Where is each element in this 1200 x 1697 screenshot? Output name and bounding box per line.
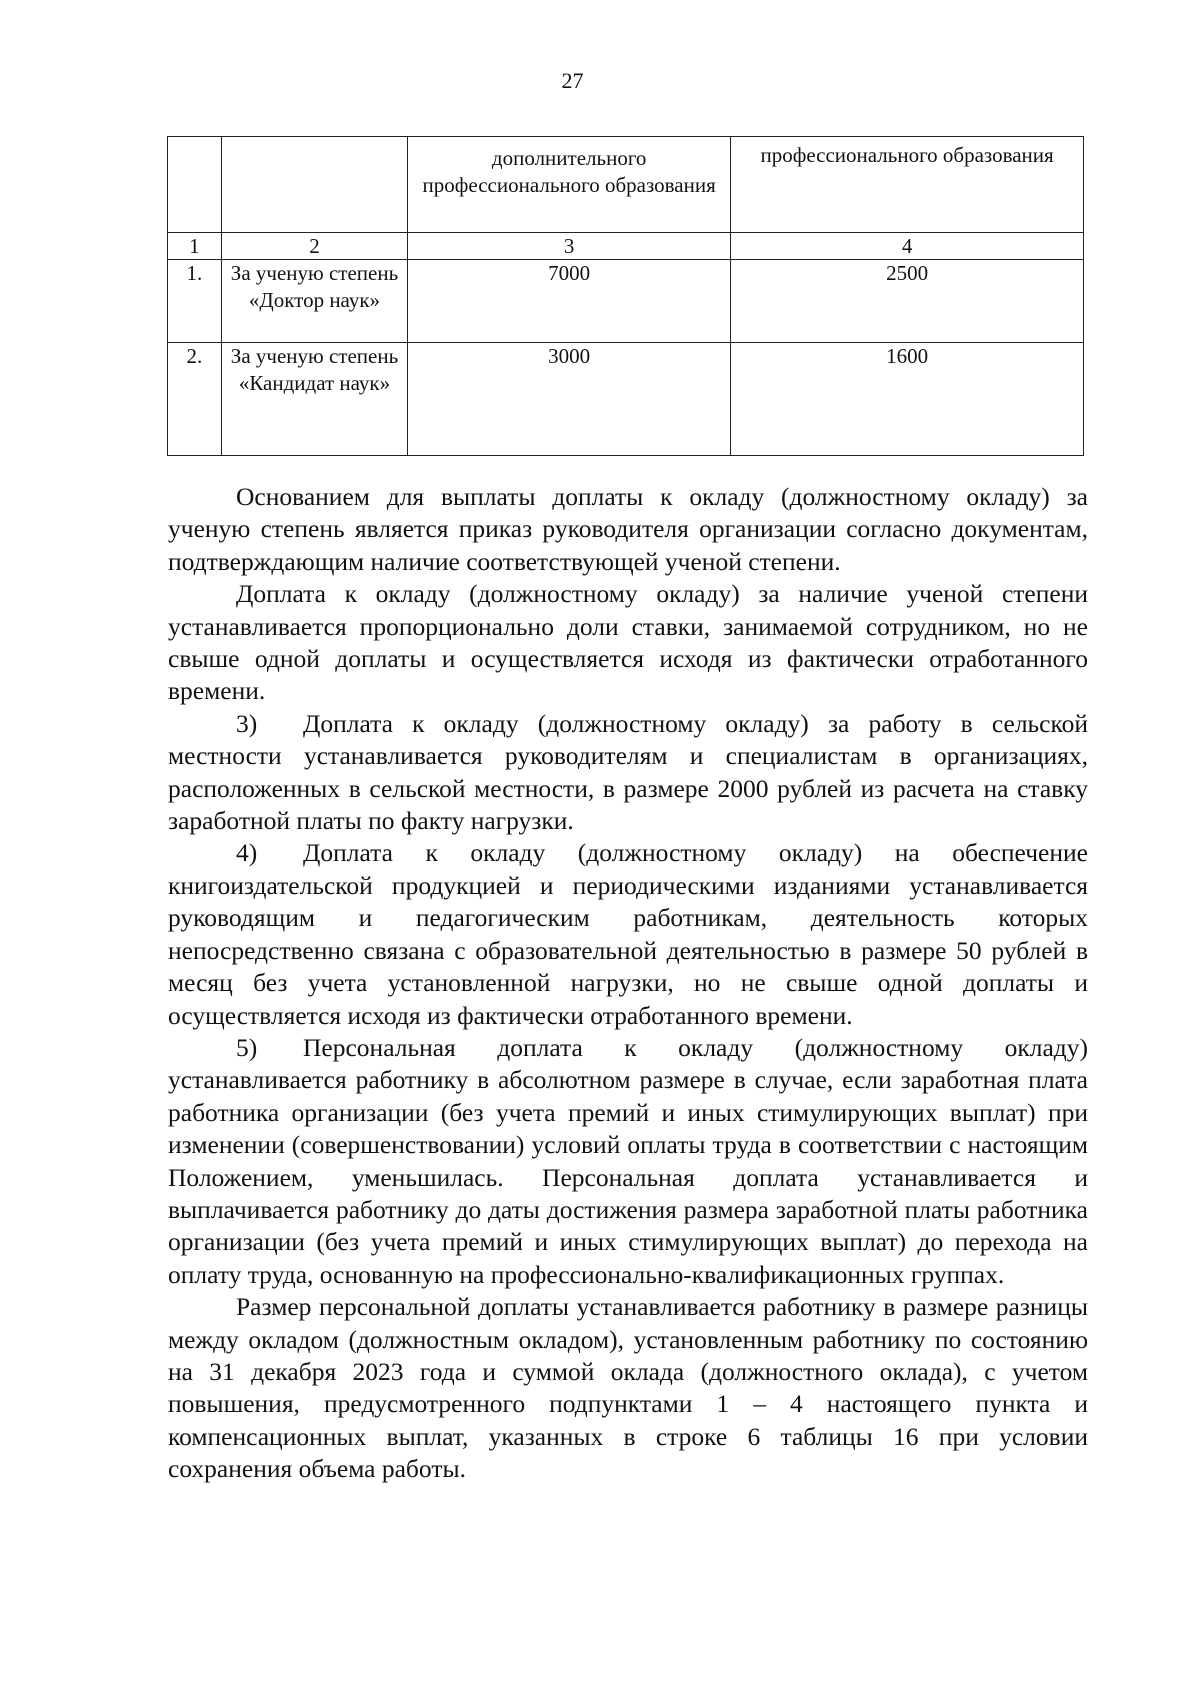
page-number: 27 — [561, 68, 584, 93]
row-value-col3: 7000 — [408, 260, 731, 343]
paragraph-text: Доплата к окладу (должностному окладу) за наличие ученой степени устанавливается пропорционально доли ставки, занимаемой сотрудником, но не свыше одной доплаты и осуществляется исходя из фактически отработанного времени. — [168, 579, 1088, 706]
row-value-col3: 3000 — [408, 343, 731, 456]
row-number: 2. — [168, 343, 222, 456]
paragraph-item-3 — [168, 708, 1088, 838]
paragraph — [168, 481, 1088, 578]
item-number: 4) — [236, 838, 258, 868]
column-number: 4 — [731, 233, 1084, 260]
row-name: За ученую степень «Доктор наук» — [221, 260, 407, 343]
table-row — [168, 343, 1084, 456]
item-number: 5) — [236, 1032, 258, 1062]
header-cell-3: дополнительного профессионального образования — [408, 137, 731, 233]
header-cell-4: профессионального образования — [731, 137, 1084, 233]
header-cell-2 — [221, 137, 407, 233]
paragraph-text: Основанием для выплаты доплаты к окладу (должностному окладу) за ученую степень является приказ руководителя организации согласно документам, подтверждающим наличие соответствующей ученой степени. — [168, 482, 1088, 576]
paragraph-text: Доплата к окладу (должностному окладу) за работу в сельской местности устанавливается руководителям и специалистам в организациях, расположенных в сельской местности, в размере 2000 рублей из расчета на ставку заработной платы по факту нагрузки. — [168, 708, 1088, 836]
paragraph — [168, 578, 1088, 708]
column-number: 1 — [168, 233, 222, 260]
column-number: 3 — [408, 233, 731, 260]
table-row — [168, 260, 1084, 343]
header-cell-1 — [168, 137, 222, 233]
column-number-row — [168, 233, 1084, 260]
row-name: За ученую степень «Кандидат наук» — [221, 343, 407, 456]
paragraph — [168, 1291, 1088, 1485]
paragraph-item-5 — [168, 1032, 1088, 1291]
allowance-table — [167, 136, 1084, 456]
paragraph-item-4 — [168, 837, 1088, 1031]
row-value-col4: 2500 — [731, 260, 1084, 343]
paragraph-text: Персональная доплата к окладу (должностному окладу) устанавливается работнику в абсолютном размере в случае, если заработная плата работника организации (без учета премий и иных стимулирующих выплат) при изменении (совершенствовании) условий оплаты труда в соответствии с настоящим Положением, уменьшилась. Персональная доплата устанавливается и выплачивается работнику до даты достижения размера заработной платы работника организации (без учета премий и иных стимулирующих выплат) до перехода на оплату труда, основанную на профессионально-квалификационных группах. — [168, 1032, 1088, 1289]
row-number: 1. — [168, 260, 222, 343]
column-number: 2 — [221, 233, 407, 260]
body-text — [168, 481, 1088, 1486]
paragraph-text: Размер персональной доплаты устанавливается работнику в размере разницы между окладом (должностным окладом), установленным работнику по состоянию на 31 декабря 2023 года и суммой оклада (должностного оклада), с учетом повышения, предусмотренного подпунктами 1 – 4 настоящего пункта и компенсационных выплат, указанных в строке 6 таблицы 16 при условии сохранения объема работы. — [168, 1292, 1088, 1484]
row-value-col4: 1600 — [731, 343, 1084, 456]
table-header-row — [168, 137, 1084, 233]
paragraph-text: Доплата к окладу (должностному окладу) на обеспечение книгоиздательской продукцией и периодическими изданиями устанавливается руководящим и педагогическим работникам, деятельность которых непосредственно связана с образовательной деятельностью в размере 50 рублей в месяц без учета установленной нагрузки, но не свыше одной доплаты и осуществляется исходя из фактически отработанного времени. — [168, 838, 1088, 1030]
item-number: 3) — [236, 708, 258, 738]
